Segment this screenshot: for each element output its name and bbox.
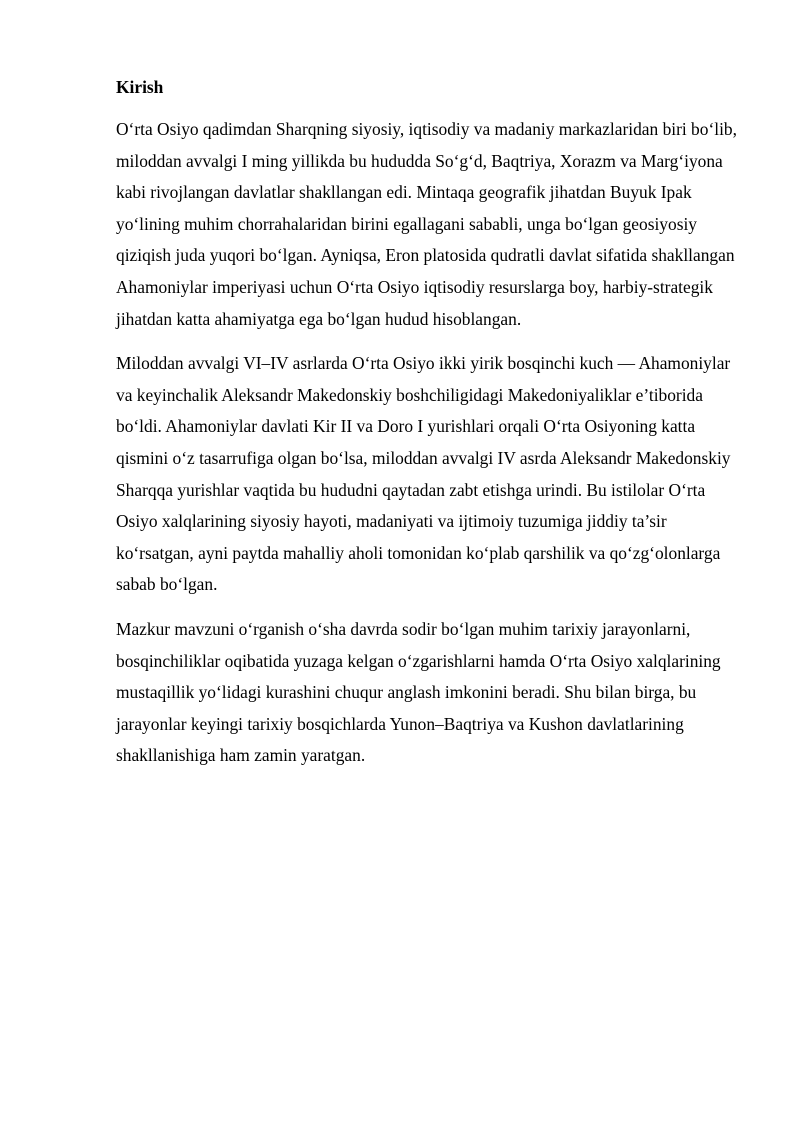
paragraph-3: Mazkur mavzuni o‘rganish o‘sha davrda sodir bo‘lgan muhim tarixiy jarayonlarni, bosqinchiliklar oqibatida yuzaga kelgan o‘zgarishlarni hamda O‘rta Osiyo xalqlarining mustaqillik yo‘lidagi kurashini chuqur anglash imkonini beradi. Shu bilan birga, bu jarayonlar keyingi tarixiy bosqichlarda Yunon–Baqtriya va Kushon davlatlarining shakllanishiga ham zamin yaratgan.	[116, 618, 721, 766]
section-heading: Kirish	[116, 77, 164, 97]
document-body	[116, 74, 744, 785]
paragraph-2: Miloddan avvalgi VI–IV asrlarda O‘rta Osiyo ikki yirik bosqinchi kuch — Ahamoniylar va keyinchalik Aleksandr Makedonskiy boshchiligidagi Makedoniyaliklar e’tiborida bo‘ldi. Ahamoniylar davlati Kir II va Doro I yurishlari orqali O‘rta Osiyoning katta qismini o‘z tasarrufiga olgan bo‘lsa, miloddan avvalgi IV asrda Aleksandr Makedonskiy Sharqqa yurishlar vaqtida bu hududni qaytadan zabt etishga urindi. Bu istilolar O‘rta Osiyo xalqlarining siyosiy hayoti, madaniyati va ijtimoiy tuzumiga jiddiy ta’sir ko‘rsatgan, ayni paytda mahalliy aholi tomonidan ko‘plab qarshilik va qo‘zg‘olonlarga sabab bo‘lgan.	[116, 353, 731, 595]
paragraph-1: O‘rta Osiyo qadimdan Sharqning siyosiy, iqtisodiy va madaniy markazlaridan biri bo‘lib, miloddan avvalgi I ming yillikda bu hududda So‘g‘d, Baqtriya, Xorazm va Marg‘iyona kabi rivojlangan davlatlar shakllangan edi. Mintaqa geografik jihatdan Buyuk Ipak yo‘lining muhim chorrahalaridan birini egallagani sababli, unga bo‘lgan geosiyosiy qiziqish juda yuqori bo‘lgan. Ayniqsa, Eron platosida qudratli davlat sifatida shakllangan Ahamoniylar imperiyasi uchun O‘rta Osiyo iqtisodiy resurslarga boy, harbiy-strategik jihatdan katta ahamiyatga ega bo‘lgan hudud hisoblangan.	[116, 119, 737, 329]
